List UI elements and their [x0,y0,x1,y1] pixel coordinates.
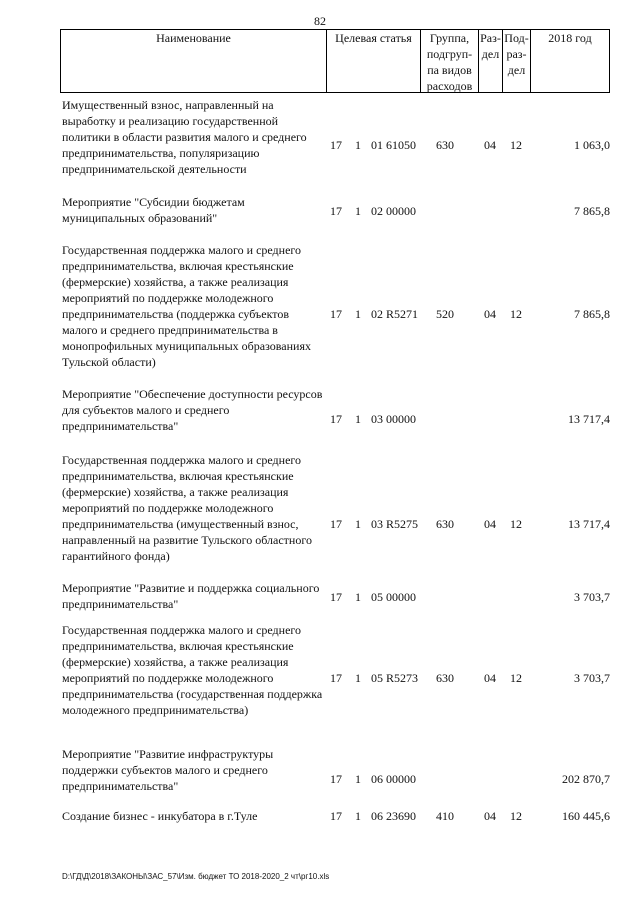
row-p3: 02 [371,204,383,218]
row-sub: 12 [510,671,522,685]
row-p2: 1 [355,671,361,685]
table-row [60,808,610,828]
row-p3: 06 [371,809,383,823]
row-p2: 1 [355,204,361,218]
row-p3: 02 [371,307,383,321]
row-name: Мероприятие "Обеспечение доступности ресурсов для субъектов малого и среднего предпринимательства" [62,387,323,433]
row-p1: 17 [330,590,342,604]
row-amount: 13 717,4 [568,412,610,426]
row-p1: 17 [330,412,342,426]
row-p1: 17 [330,772,342,786]
row-name: Мероприятие "Развитие и поддержка социального предпринимательства" [62,581,320,611]
row-sub: 12 [510,307,522,321]
row-p4: 00000 [386,590,416,604]
row-amount: 160 445,6 [562,809,610,823]
row-p1: 17 [330,307,342,321]
row-p2: 1 [355,809,361,823]
row-p1: 17 [330,517,342,531]
row-amount: 3 703,7 [574,671,610,685]
table-row [60,97,610,193]
row-p4: 00000 [386,204,416,218]
row-p2: 1 [355,412,361,426]
row-p3: 03 [371,412,383,426]
row-p4: R5273 [386,671,419,685]
file-path-footer: D:\ГД\Д\2018\ЗАКОНЫ\ЗАС_57\Изм. бюджет ТО 2018-2020_2 чт\рг10.xls [62,872,330,881]
row-name: Мероприятие "Субсидии бюджетам муниципальных образований" [62,195,245,225]
row-p2: 1 [355,138,361,152]
row-p3: 06 [371,772,383,786]
table-row [60,386,610,442]
row-p2: 1 [355,517,361,531]
row-p4: R5271 [386,307,419,321]
row-amount: 7 865,8 [574,204,610,218]
row-p3: 03 [371,517,383,531]
row-group: 410 [436,809,454,823]
row-name: Создание бизнес - инкубатора в г.Туле [62,809,258,823]
table-row [60,452,610,580]
table-row [60,746,610,802]
row-section: 04 [484,671,496,685]
row-section: 04 [484,517,496,531]
row-group: 520 [436,307,454,321]
row-p2: 1 [355,772,361,786]
row-p2: 1 [355,590,361,604]
row-group: 630 [436,517,454,531]
row-amount: 13 717,4 [568,517,610,531]
row-section: 04 [484,809,496,823]
header-group: Группа, подгруп-па видов расходов [420,29,478,93]
row-section: 04 [484,307,496,321]
table-row [60,580,610,612]
table-row [60,242,610,370]
row-amount: 7 865,8 [574,307,610,321]
row-name: Государственная поддержка малого и среднего предпринимательства, включая крестьянские (фермерские) хозяйства, а также реализация мероприятий по поддержке молодежного предпринимательства (имущественный взнос, направленный на развитие Тульского областного гарантийного фонда) [62,453,312,563]
row-name: Государственная поддержка малого и среднего предпринимательства, включая крестьянские (фермерские) хозяйства, а также реализация мероприятий по поддержке молодежного предпринимательства (поддержка субъектов малого и среднего предпринимательства в монопрофильных муниципальных образованиях Тульской области) [62,243,311,369]
row-p3: 05 [371,671,383,685]
row-p4: 61050 [386,138,416,152]
row-amount: 1 063,0 [574,138,610,152]
row-amount: 202 870,7 [562,772,610,786]
header-subsection: Под-раз-дел [502,29,530,93]
table-row [60,622,610,734]
row-p2: 1 [355,307,361,321]
row-sub: 12 [510,809,522,823]
row-p4: 00000 [386,772,416,786]
row-group: 630 [436,138,454,152]
header-year: 2018 год [530,29,610,93]
row-p3: 01 [371,138,383,152]
row-name: Имущественный взнос, направленный на выработку и реализацию государственной политики в области развития малого и среднего предпринимательства, популяризацию предпринимательской деятельности [62,98,307,176]
row-group: 630 [436,671,454,685]
row-sub: 12 [510,138,522,152]
page-number: 82 [314,14,326,28]
row-sub: 12 [510,517,522,531]
row-amount: 3 703,7 [574,590,610,604]
row-p1: 17 [330,204,342,218]
row-name: Государственная поддержка малого и среднего предпринимательства, включая крестьянские (фермерские) хозяйства, а также реализация мероприятий по поддержке молодежного предпринимательства (государственная поддержка молодежного предпринимательства) [62,623,323,717]
row-p1: 17 [330,138,342,152]
row-p4: 00000 [386,412,416,426]
header-name: Наименование [60,29,326,93]
row-name: Мероприятие "Развитие инфраструктуры поддержки субъектов малого и среднего предпринимательства" [62,747,274,793]
row-section: 04 [484,138,496,152]
row-p1: 17 [330,809,342,823]
row-p4: 23690 [386,809,416,823]
header-target: Целевая статья [326,29,420,93]
row-p3: 05 [371,590,383,604]
table-row [60,194,610,234]
header-section: Раз-дел [478,29,502,93]
row-p4: R5275 [386,517,419,531]
row-p1: 17 [330,671,342,685]
